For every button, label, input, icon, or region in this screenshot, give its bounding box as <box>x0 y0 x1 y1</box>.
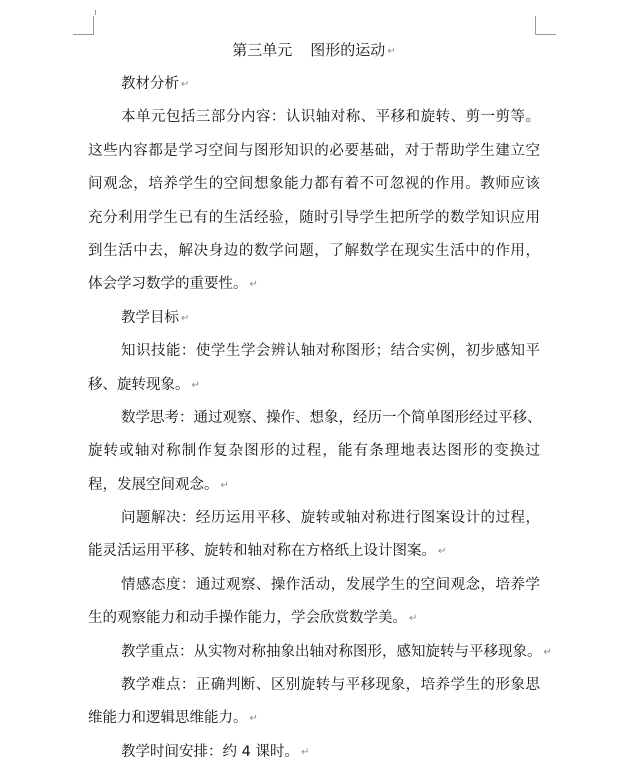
crop-mark-tick <box>95 10 96 15</box>
text-line-content: 充分利用学生已有的生活经验，随时引导学生把所学的数学知识应用 <box>88 209 540 226</box>
title-topic: 图形的运动 <box>310 41 386 59</box>
text-line <box>88 268 540 301</box>
text-line <box>88 602 540 635</box>
text-line <box>88 68 540 101</box>
text-line <box>88 736 540 769</box>
text-line <box>88 669 540 702</box>
text-line <box>88 535 540 568</box>
text-line-content: 这些内容都是学习空间与图形知识的必要基础，对于帮助学生建立空 <box>88 142 540 159</box>
paragraph-mark-icon: ↵ <box>191 379 200 391</box>
text-line <box>88 636 552 669</box>
text-line <box>88 335 540 368</box>
text-line <box>88 168 540 201</box>
document-title <box>88 35 540 65</box>
text-line <box>88 569 540 602</box>
text-line <box>88 369 540 402</box>
text-line-content: 问题解决：经历运用平移、旋转或轴对称进行图案设计的过程， <box>121 510 540 527</box>
text-line-content: 到生活中去，解决身边的数学问题，了解数学在现实生活中的作用， <box>88 242 540 259</box>
paragraph-mark-icon: ↵ <box>181 312 190 324</box>
paragraph-mark-icon: ↵ <box>249 713 258 725</box>
text-line-content: 能灵活运用平移、旋转和轴对称在方格纸上设计图案。 <box>88 543 436 560</box>
text-line-content: 教材分析 <box>121 76 179 92</box>
text-line <box>88 702 540 735</box>
text-line <box>88 502 540 535</box>
text-line-content: 间观念，培养学生的空间想象能力都有着不可忽视的作用。教师应该 <box>88 176 540 193</box>
text-line-content: 程，发展空间观念。 <box>88 476 219 493</box>
paragraph-mark-icon: ↵ <box>300 746 310 758</box>
text-line-content: 教学难点：正确判断、区别旋转与平移现象，培养学生的形象思 <box>121 677 540 694</box>
paragraph-mark-icon: ↵ <box>543 646 552 658</box>
paragraph-mark-icon: ↵ <box>387 46 396 57</box>
paragraph-mark-icon: ↵ <box>438 546 447 558</box>
text-line-content: 生的观察能力和动手操作能力，学会欣赏数学美。 <box>88 610 407 627</box>
text-line <box>88 135 540 168</box>
paragraph-mark-icon: ↵ <box>220 479 229 491</box>
text-line <box>88 202 540 235</box>
text-line-content: 维能力和逻辑思维能力。 <box>88 710 248 727</box>
text-line-content: 体会学习数学的重要性。 <box>88 276 248 293</box>
crop-mark-top-left <box>73 16 94 35</box>
document-page <box>88 35 552 769</box>
title-unit: 第三单元 <box>232 41 293 59</box>
paragraph-mark-icon: ↵ <box>181 79 190 90</box>
text-line <box>88 402 540 435</box>
text-line-content: 本单元包括三部分内容：认识轴对称、平移和旋转、剪一剪等。 <box>121 109 540 126</box>
text-line <box>88 235 540 268</box>
text-line <box>88 302 540 335</box>
text-line-content: 旋转或轴对称制作复杂图形的过程，能有条理地表达图形的变换过 <box>88 443 540 460</box>
text-line-content: 教学目标 <box>121 309 179 326</box>
text-line-content: 知识技能：使学生学会辨认轴对称图形；结合实例，初步感知平 <box>121 343 540 360</box>
text-line-content: 移、旋转现象。 <box>88 376 190 393</box>
paragraph-mark-icon: ↵ <box>409 613 418 625</box>
text-line-content: 数学思考：通过观察、操作、想象，经历一个简单图形经过平移、 <box>121 409 542 426</box>
text-line <box>88 469 540 502</box>
paragraph-mark-icon: ↵ <box>249 279 258 291</box>
text-line <box>88 101 540 134</box>
document-body <box>88 68 552 769</box>
text-line-content: 教学重点：从实物对称抽象出轴对称图形，感知旋转与平移现象。 <box>121 643 542 660</box>
crop-mark-top-right <box>535 16 556 35</box>
text-line-content: 情感态度：通过观察、操作活动，发展学生的空间观念，培养学 <box>121 576 540 593</box>
text-line-content: 教学时间安排：约 4 课时。 <box>121 743 299 760</box>
text-line <box>88 435 540 468</box>
